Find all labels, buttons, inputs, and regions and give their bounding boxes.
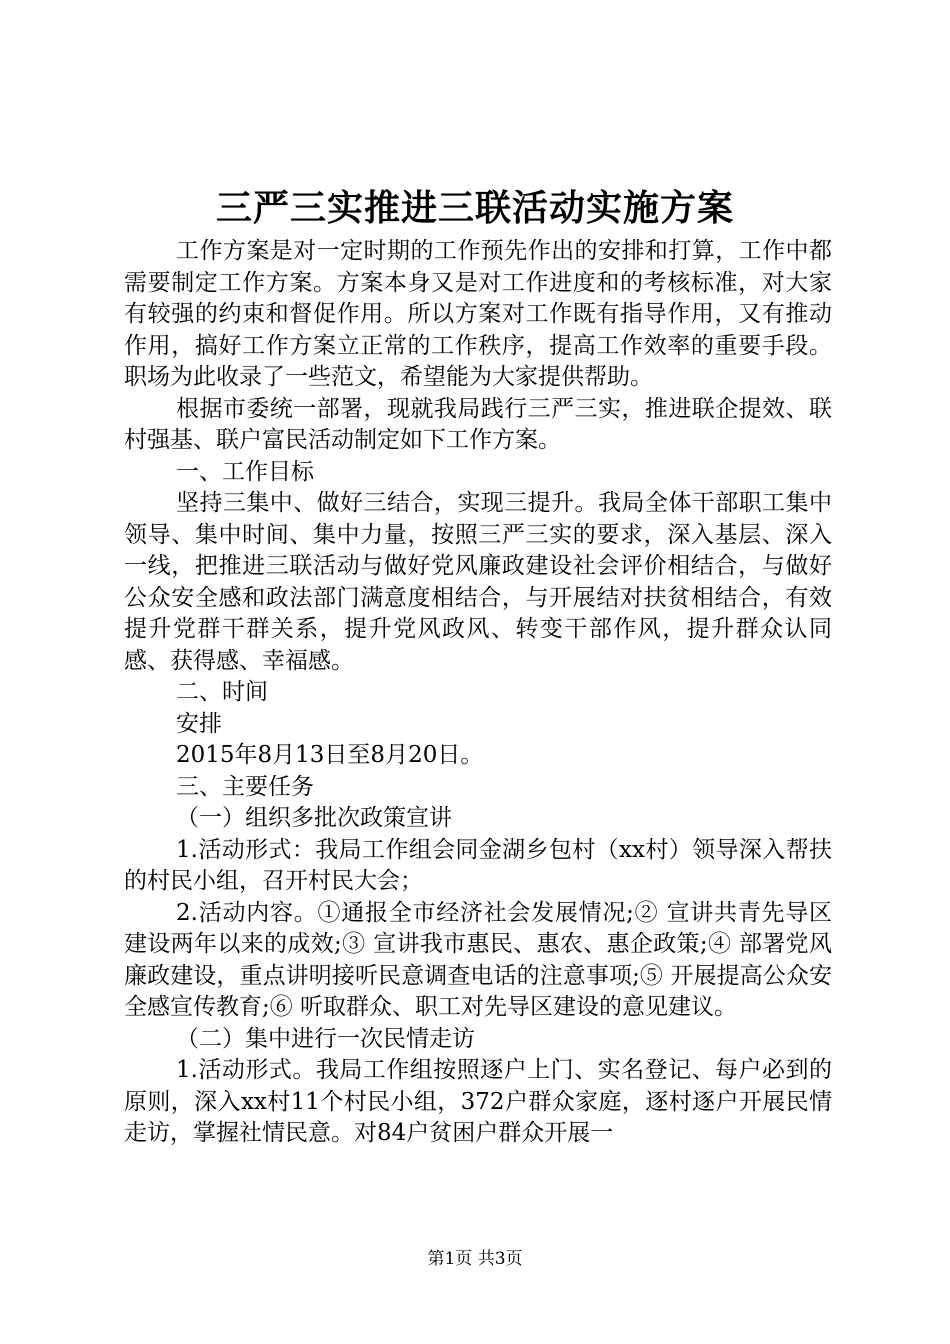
subsection-heading-1: （一）组织多批次政策宣讲: [176, 805, 452, 831]
document-body: [124, 236, 832, 1150]
paragraph-task1-content: 2.活动内容。①通报全市经济社会发展情况;② 宣讲共青先导区建设两年以来的成效;③ 宣讲我市惠民、惠农、惠企政策;④ 部署党风廉政建设，重点讲明接听民意调查电话的注意事项;⑤ 开展提高公众安全感宣传教育;⑥ 听取群众、职工对先导区建设的意见建议。: [124, 899, 832, 1020]
paragraph-intro: 工作方案是对一定时期的工作预先作出的安排和打算，工作中都需要制定工作方案。方案本身又是对工作进度和的考核标准，对大家有较强的约束和督促作用。所以方案对工作既有指导作用，又有推动作用，搞好工作方案立正常的工作秩序，提高工作效率的重要手段。职场为此收录了一些范文，希望能为大家提供帮助。: [124, 238, 832, 390]
section-heading-goals: 一、工作目标: [176, 458, 314, 485]
paragraph-arrangement: 安排: [176, 710, 222, 737]
section-heading-tasks: 三、主要任务: [176, 773, 314, 800]
section-heading-time: 二、时间: [176, 679, 268, 705]
subsection-heading-2: （二）集中进行一次民情走访: [176, 1025, 475, 1052]
paragraph-task1-form: 1.活动形式：我局工作组会同金湖乡包村（xx村）领导深入帮扶的村民小组，召开村民大会；: [124, 836, 832, 894]
page-footer: 第1页 共3页: [427, 1249, 523, 1269]
paragraph-goals: 坚持三集中、做好三结合，实现三提升。我局全体干部职工集中领导、集中时间、集中力量，按照三严三实的要求，深入基层、深入一线，把推进三联活动与做好党风廉政建设社会评价相结合，与做好公众安全感和政法部门满意度相结合，与开展结对扶贫相结合，有效提升党群干群关系，提升党风政风、转变干部作风，提升群众认同感、获得感、幸福感。: [124, 490, 832, 674]
document-title: 三严三实推进三联活动实施方案: [215, 187, 734, 229]
paragraph-task2-form: 1.活动形式。我局工作组按照逐户上门、实名登记、每户必到的原则，深入xx村11个村民小组，372户群众家庭，逐村逐户开展民情走访，掌握社情民意。对84户贫困户群众开展一: [124, 1057, 832, 1146]
paragraph-date: 2015年8月13日至8月20日。: [176, 742, 484, 768]
paragraph-basis: 根据市委统一部署，现就我局践行三严三实，推进联企提效、联村强基、联户富民活动制定如下工作方案。: [124, 395, 832, 453]
